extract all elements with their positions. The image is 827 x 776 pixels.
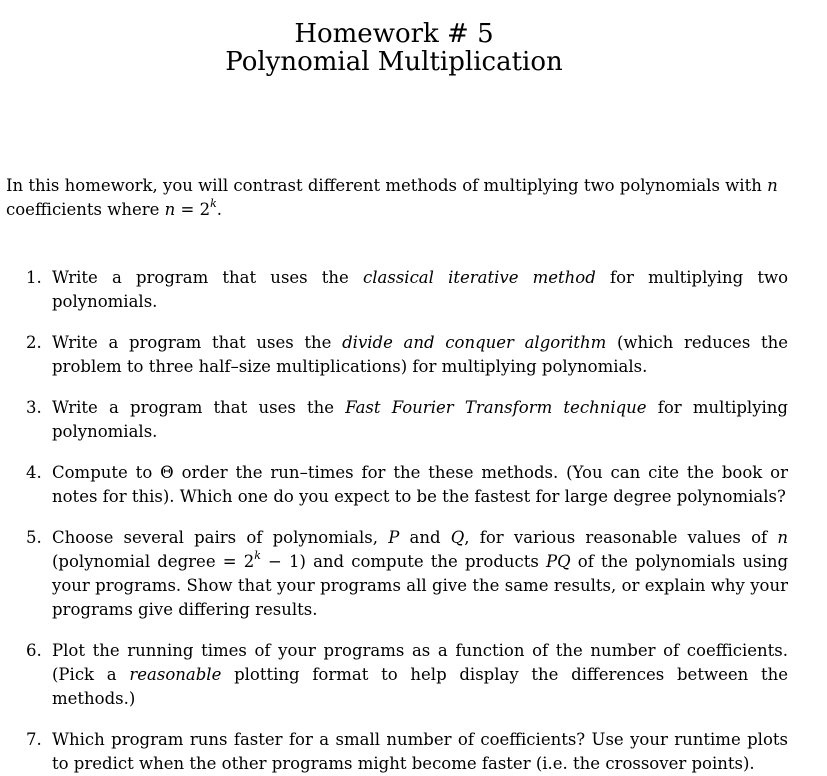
page-subtitle: Polynomial Multiplication bbox=[225, 47, 563, 77]
math-var-q: Q bbox=[450, 528, 465, 547]
item-text: Which program runs faster for a small number of coefficients? Use your runtime plots to predict when the other programs might become faster (i.e. the crossover points). bbox=[52, 730, 788, 773]
intro-paragraph bbox=[6, 174, 788, 222]
title-block bbox=[0, 20, 788, 76]
item-text: , for various reasonable values of bbox=[464, 528, 778, 547]
item-text: − 1) and compute the products bbox=[260, 552, 547, 571]
item-number: 7. bbox=[26, 730, 42, 749]
intro-eq-lhs: n bbox=[164, 200, 176, 219]
item-text: Choose several pairs of polynomials, bbox=[52, 528, 389, 547]
page-title: Homework # 5 bbox=[294, 19, 494, 49]
item-emphasis: Fast Fourier Transform technique bbox=[345, 398, 647, 417]
list-item bbox=[26, 331, 788, 379]
item-number: 2. bbox=[26, 333, 42, 352]
list-item bbox=[26, 461, 788, 509]
item-number: 6. bbox=[26, 641, 42, 660]
item-number: 5. bbox=[26, 528, 42, 547]
intro-text-a: In this homework, you will contrast different methods of multiplying two polynomials with bbox=[6, 176, 768, 195]
intro-text-b: coefficients where bbox=[6, 200, 165, 219]
math-var-n: n bbox=[777, 528, 788, 547]
intro-end: . bbox=[216, 200, 222, 219]
item-emphasis: reasonable bbox=[129, 665, 222, 684]
question-list bbox=[26, 266, 788, 776]
intro-var-n: n bbox=[767, 176, 778, 195]
item-text: for multiplying two polynomials. bbox=[52, 268, 789, 311]
list-item bbox=[26, 266, 788, 314]
item-number: 4. bbox=[26, 463, 42, 482]
item-text: plotting format to help display the differences between the methods.) bbox=[52, 665, 788, 708]
list-item bbox=[26, 728, 788, 776]
intro-eq-mid: = 2 bbox=[175, 200, 211, 219]
item-number: 3. bbox=[26, 398, 42, 417]
item-text: Plot the running times of your programs as a function of the number of coefficients. (Pick a bbox=[52, 641, 788, 684]
item-text: and bbox=[399, 528, 451, 547]
item-text: (polynomial degree = 2 bbox=[52, 552, 255, 571]
item-emphasis: classical iterative method bbox=[363, 268, 596, 287]
item-text: of the polynomials using your programs. Show that your programs all give the same results, or explain why your programs give differing results. bbox=[52, 552, 789, 619]
list-item bbox=[26, 396, 788, 444]
list-item bbox=[26, 639, 788, 711]
math-var-p: P bbox=[388, 528, 400, 547]
math-exp-k: k bbox=[254, 548, 261, 562]
item-number: 1. bbox=[26, 268, 42, 287]
item-text: (which reduces the problem to three half–size multiplications) for multiplying polynomials. bbox=[52, 333, 788, 376]
item-text: Write a program that uses the bbox=[52, 398, 346, 417]
item-text: Write a program that uses the bbox=[52, 268, 363, 287]
math-var-pq: PQ bbox=[546, 552, 571, 571]
item-text: Compute to Θ order the run–times for the these methods. (You can cite the book or notes for this). Which one do you expect to be the fastest for large degree polynomials? bbox=[52, 463, 788, 506]
list-item bbox=[26, 526, 788, 622]
item-emphasis: divide and conquer algorithm bbox=[342, 333, 607, 352]
item-text: for multiplying polynomials. bbox=[52, 398, 788, 441]
intro-exp-k: k bbox=[210, 196, 217, 210]
item-text: Write a program that uses the bbox=[52, 333, 343, 352]
